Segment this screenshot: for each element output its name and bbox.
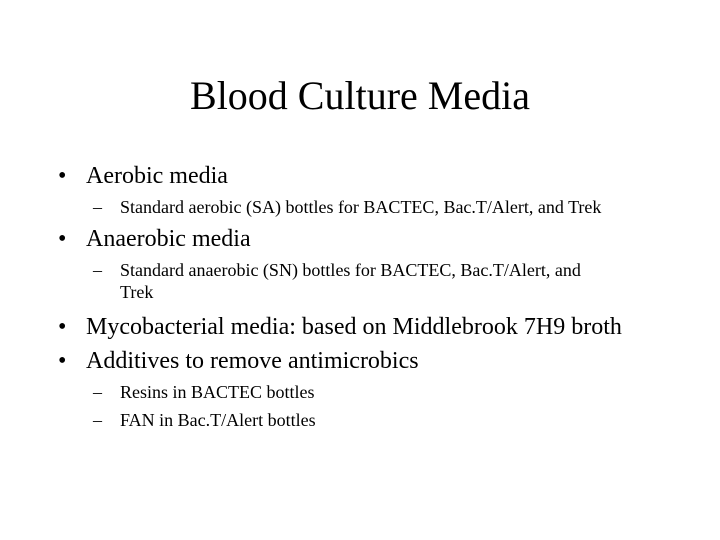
sub-bullet-text-line2: Trek [120, 282, 154, 302]
bullet-text: Additives to remove antimicrobics [86, 348, 419, 374]
dash-marker: – [93, 382, 102, 402]
dash-marker: – [93, 410, 102, 430]
bullet-marker: • [58, 226, 67, 252]
bullet-marker: • [58, 163, 67, 189]
bullet-text: Mycobacterial media: based on Middlebrook 7H9 broth [86, 314, 622, 340]
bullet-marker: • [58, 348, 67, 374]
bullet-text: Anaerobic media [86, 226, 251, 252]
sub-bullet-text: Standard aerobic (SA) bottles for BACTEC, Bac.T/Alert, and Trek [120, 197, 602, 217]
bullet-text: Aerobic media [86, 163, 228, 189]
dash-marker: – [93, 197, 102, 217]
slide-title: Blood Culture Media [190, 73, 530, 118]
sub-bullet-text: Resins in BACTEC bottles [120, 382, 315, 402]
sub-bullet-anaerobic-bottles [93, 259, 653, 305]
sub-bullet-text-line1: Standard anaerobic (SN) bottles for BACTEC, Bac.T/Alert, and [120, 260, 581, 280]
dash-marker: – [93, 260, 102, 280]
bullet-marker: • [58, 314, 67, 340]
sub-bullet-text: FAN in Bac.T/Alert bottles [120, 410, 316, 430]
